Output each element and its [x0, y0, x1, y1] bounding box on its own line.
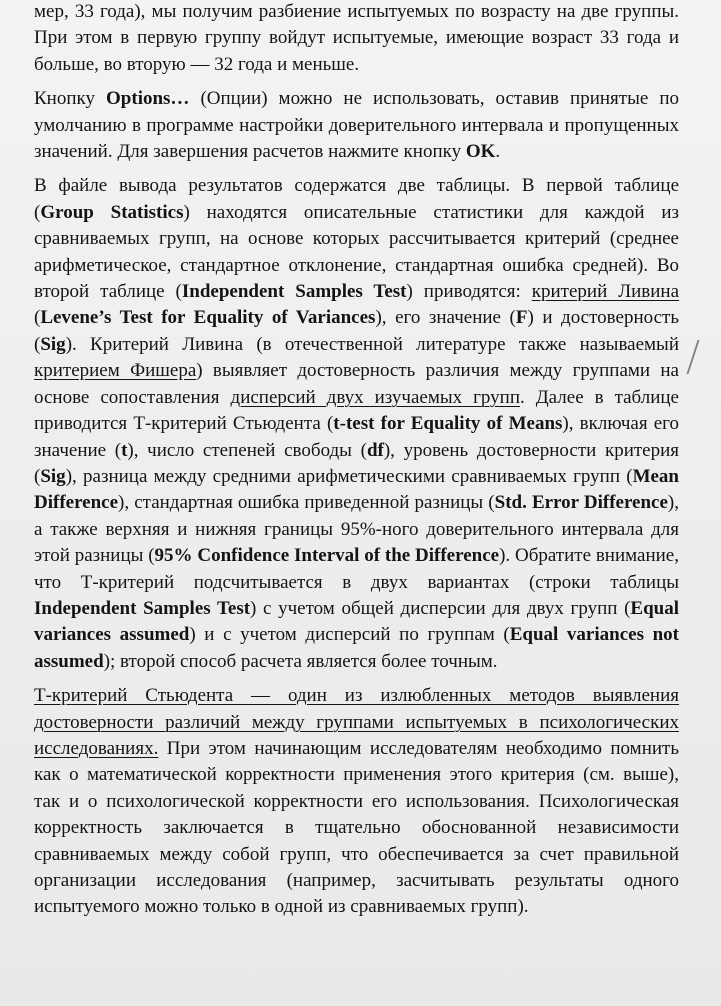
underlined-text: Т-критерий Стьюдента — один из излюбленных методов выявления достоверности различий между группами испытуемых в психологических исследованиях.: [34, 685, 679, 759]
text-run: ). Обратите внимание, что Т-критерий подсчитывается в двух вариантах (строки таблицы: [34, 545, 679, 593]
paragraph-3: [34, 173, 679, 675]
bold-term: t: [121, 439, 128, 461]
bold-term: Mean Difference: [34, 465, 679, 514]
text-run: В файле вывода результатов содержатся две таблицы. В первой таблице (: [34, 175, 679, 223]
bold-term: Sig: [40, 465, 66, 487]
underlined-text: критерий Ливина: [531, 281, 679, 303]
text-run: ), его значение (: [375, 307, 516, 329]
text-run: ) находятся описательные статистики для каждой из сравниваемых групп, на основе которых рассчитывается критерий (среднее арифметическое, стандартное отклонение, стандартная ошибка средней). Во второй таблице (: [34, 201, 679, 303]
text-run: ), число степеней свободы (: [127, 439, 367, 461]
text-run: (: [34, 307, 41, 329]
text-run: ) и достоверность (: [34, 307, 679, 355]
text-column: [34, 0, 679, 921]
text-run: (Опции) можно не использовать, оставив принятые по умолчанию в программе настройки доверительного интервала и пропущенных значений. Для завершения расчетов нажмите кнопку: [34, 88, 679, 163]
underlined-text: критерием Фишера: [34, 360, 197, 382]
text-run: ) с учетом общей дисперсии для двух групп (: [250, 597, 631, 619]
text-run: ), разница между средними арифметическими сравниваемых групп (: [65, 465, 633, 487]
paragraph-4: [34, 683, 679, 921]
text-run: ) и с учетом дисперсий по группам (: [189, 624, 510, 646]
text-run: ), стандартная ошибка приведенной разницы (: [118, 492, 495, 514]
bold-term: F: [515, 307, 528, 329]
paragraph-gap: [34, 78, 679, 86]
bold-term: Group Statistics: [40, 201, 184, 223]
text-run: ), а также верхняя и нижняя границы 95%-ного доверительного интервала для этой разницы (: [34, 492, 679, 567]
bold-term: Independent Samples Test: [34, 597, 251, 619]
text-run: ). Критерий Ливина (в отечественной литературе также называемый: [65, 333, 679, 355]
paragraph-2: [34, 86, 679, 165]
bold-term: Sig: [40, 333, 66, 355]
text-run: ), уровень достоверности критерия (: [34, 439, 679, 487]
bold-term: Equal variances assumed: [34, 597, 679, 646]
text-run: При этом начинающим исследователям необходимо помнить как о математической корректности применения этого критерия (см. выше), так и о психологической корректности его использования. Психологическая корректность заключается в тщательно обоснованной независимости сравниваемых между собой групп, что обеспечивается за счет правильной организации исследования (например, засчитывать результаты одного испытуемого можно только в одной из сравниваемых групп).: [34, 737, 679, 918]
text-run: .: [495, 141, 501, 163]
bold-term: Levene’s Test for Equality of Variances: [40, 307, 376, 329]
bold-term: Options…: [106, 88, 190, 110]
paragraph-gap: [34, 165, 679, 173]
text-run: ) выявляет достоверность различия между группами на основе сопоставления: [34, 360, 679, 408]
bold-term: t-test for Equality of Means: [333, 413, 563, 435]
bold-term: Equal variances not assumed: [34, 624, 679, 672]
bold-term: Std. Error Difference: [494, 492, 668, 514]
bold-term: Independent Samples Test: [181, 281, 407, 303]
paragraph-1: [34, 0, 679, 78]
text-run: ), включая его значение (: [34, 413, 679, 461]
text-run: ); второй способ расчета является более точным.: [103, 650, 498, 672]
bold-term: 95% Confidence Interval of the Difference: [154, 545, 500, 567]
text-run: мер, 33 года), мы получим разбиение испытуемых по возрасту на две группы. При этом в первую группу войдут испытуемые, имеющие возраст 33 года и больше, во вторую — 32 года и меньше.: [34, 1, 679, 75]
text-run: Кнопку: [34, 88, 107, 110]
bold-term: df: [366, 439, 384, 461]
text-run: ) приводятся:: [406, 281, 532, 303]
underlined-text: дисперсий двух изучаемых групп: [230, 386, 520, 408]
text-run: . Далее в таблице приводится Т-критерий Стьюдента (: [34, 386, 679, 435]
bold-term: OK: [465, 141, 496, 163]
paragraph-gap: [34, 675, 679, 683]
pencil-margin-mark: [686, 340, 711, 374]
